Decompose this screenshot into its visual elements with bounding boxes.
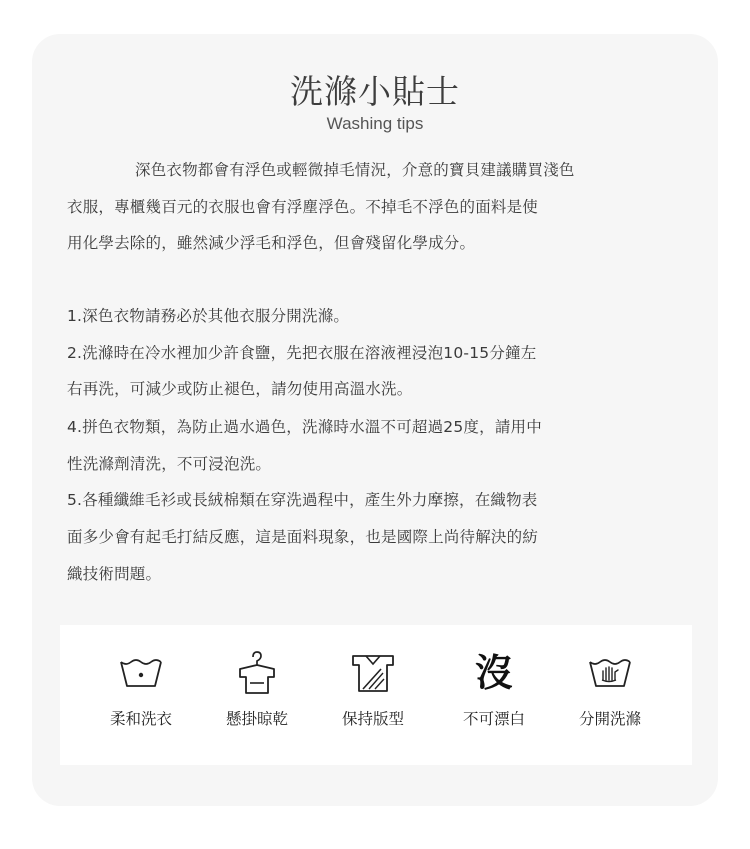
intro-line: 衣服，專櫃幾百元的衣服也會有浮塵浮色。不掉毛不浮色的面料是使 — [67, 198, 539, 216]
care-label: 不可漂白 — [462, 710, 525, 728]
tip-line: 2.洗滌時在冷水裡加少許食鹽，先把衣服在溶液裡浸泡10-15分鐘左 — [67, 344, 537, 362]
care-label: 分開洗滌 — [578, 710, 641, 728]
care-label: 柔和洗衣 — [109, 710, 172, 728]
no-bleach-glyph: 沒 — [474, 651, 513, 695]
tip-line: 性洗滌劑清洗，不可浸泡洗。 — [67, 455, 272, 473]
care-label: 懸掛晾乾 — [225, 710, 288, 728]
care-symbols-panel — [60, 625, 692, 765]
care-item-hang-dry — [197, 625, 317, 765]
separate-wash-icon — [550, 647, 670, 699]
intro-line: 用化學去除的，雖然減少浮毛和浮色，但會殘留化學成分。 — [67, 234, 476, 252]
soft-wash-icon — [81, 647, 201, 699]
tip-line: 5.各種纖維毛衫或長絨棉類在穿洗過程中，產生外力摩擦，在織物表 — [67, 491, 538, 509]
hang-dry-icon — [197, 647, 317, 699]
keep-shape-icon — [313, 647, 433, 699]
tip-line: 面多少會有起毛打結反應，這是面料現象，也是國際上尚待解決的紡 — [67, 528, 539, 546]
care-item-keep-shape — [313, 625, 433, 765]
page-subtitle: Washing tips — [326, 114, 424, 133]
tip-line: 4.拼色衣物類，為防止過水過色，洗滌時水溫不可超過25度，請用中 — [67, 418, 542, 436]
intro-line: 深色衣物都會有浮色或輕微掉毛情況，介意的寶貝建議購買淺色 — [135, 161, 575, 179]
care-label: 保持版型 — [341, 710, 404, 728]
tip-line: 右再洗，可減少或防止褪色，請勿使用高溫水洗。 — [67, 380, 413, 398]
page-title: 洗滌小貼士 — [290, 72, 460, 111]
care-item-separate-wash — [550, 625, 670, 765]
tip-line: 1.深色衣物請務必於其他衣服分開洗滌。 — [67, 307, 350, 325]
care-item-no-bleach — [434, 625, 554, 765]
care-item-soft-wash — [81, 625, 201, 765]
tip-line: 織技術問題。 — [67, 565, 162, 583]
no-bleach-icon — [434, 647, 554, 699]
